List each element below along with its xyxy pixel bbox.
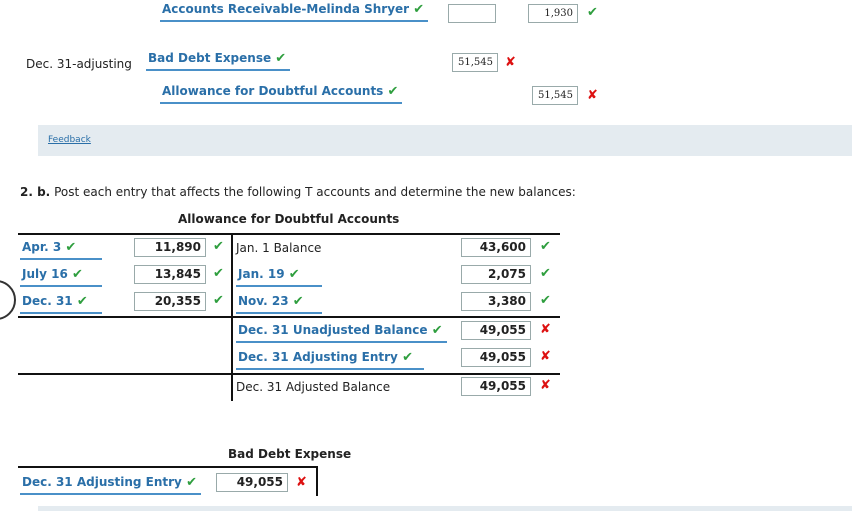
- t-allowance-credit-input[interactable]: 43,600: [461, 238, 531, 257]
- correct-check-icon: ✔: [587, 5, 598, 20]
- correct-check-icon: ✔: [275, 51, 287, 66]
- t-allowance-debit-input[interactable]: 20,355: [134, 292, 206, 311]
- t-allowance-title: Allowance for Doubtful Accounts: [178, 212, 400, 226]
- t-allowance-rule-1: [18, 316, 560, 318]
- correct-check-icon: ✔: [186, 475, 197, 490]
- t-allowance-adjusted-label: Dec. 31 Adjusted Balance: [236, 380, 391, 394]
- t-allowance-adjusting-select[interactable]: Dec. 31 Adjusting Entry ✔: [236, 350, 424, 370]
- t-allowance-debit-date-select[interactable]: Apr. 3 ✔: [20, 240, 102, 260]
- t-allowance-credit-input[interactable]: 2,075: [461, 265, 531, 284]
- correct-check-icon: ✔: [213, 266, 224, 281]
- incorrect-x-icon: ✘: [540, 349, 551, 364]
- ar-account-select[interactable]: Accounts Receivable-Melinda Shryer ✔: [160, 2, 428, 22]
- t-allowance-credit-date-select[interactable]: Nov. 23 ✔: [236, 294, 322, 314]
- bottom-panel-edge: [38, 506, 852, 511]
- t-allowance-top-rule: [18, 233, 560, 235]
- t-allowance-credit-label: Jan. 1 Balance: [236, 241, 322, 255]
- side-circle-control[interactable]: [0, 280, 16, 320]
- incorrect-x-icon: ✘: [296, 475, 307, 490]
- correct-check-icon: ✔: [387, 84, 399, 99]
- correct-check-icon: ✔: [76, 294, 88, 309]
- t-allowance-rule-2: [18, 373, 560, 375]
- t-bde-debit-input[interactable]: 49,055: [216, 473, 288, 492]
- feedback-link[interactable]: Feedback: [48, 135, 91, 145]
- correct-check-icon: ✔: [540, 239, 551, 254]
- adjusting-date-label: Dec. 31-adjusting: [26, 57, 132, 71]
- incorrect-x-icon: ✘: [540, 378, 551, 393]
- correct-check-icon: ✔: [213, 293, 224, 308]
- ar-credit-input[interactable]: 1,930: [528, 4, 578, 23]
- correct-check-icon: ✔: [72, 267, 83, 282]
- correct-check-icon: ✔: [213, 239, 224, 254]
- correct-check-icon: ✔: [65, 240, 77, 255]
- incorrect-x-icon: ✘: [587, 88, 598, 103]
- correct-check-icon: ✔: [413, 2, 425, 17]
- feedback-bar: [38, 125, 852, 156]
- t-allowance-debit-input[interactable]: 11,890: [134, 238, 206, 257]
- t-allowance-credit-date-select[interactable]: Jan. 19 ✔: [236, 267, 322, 287]
- t-allowance-debit-date-select[interactable]: Dec. 31 ✔: [20, 294, 102, 314]
- question-text: 2. b. Post each entry that affects the following T accounts and determine the new balances:: [20, 185, 576, 199]
- afda-credit-input[interactable]: 51,545: [532, 86, 578, 105]
- bde-debit-input[interactable]: 51,545: [452, 53, 498, 72]
- correct-check-icon: ✔: [292, 294, 304, 309]
- t-bde-debit-select[interactable]: Dec. 31 Adjusting Entry ✔: [20, 475, 201, 495]
- t-allowance-credit-input[interactable]: 49,055: [461, 377, 531, 396]
- incorrect-x-icon: ✘: [505, 55, 516, 70]
- t-bde-top-rule: [18, 466, 318, 468]
- t-allowance-debit-date-select[interactable]: July 16 ✔: [20, 267, 102, 287]
- t-bde-title: Bad Debt Expense: [228, 447, 352, 461]
- incorrect-x-icon: ✘: [540, 322, 551, 337]
- t-allowance-credit-input[interactable]: 3,380: [461, 292, 531, 311]
- t-allowance-credit-input[interactable]: 49,055: [461, 321, 531, 340]
- t-allowance-debit-input[interactable]: 13,845: [134, 265, 206, 284]
- ar-debit-input[interactable]: [448, 4, 496, 23]
- correct-check-icon: ✔: [431, 323, 443, 338]
- t-bde-divider: [316, 466, 318, 496]
- afda-account-select[interactable]: Allowance for Doubtful Accounts ✔: [160, 84, 402, 104]
- bde-account-select[interactable]: Bad Debt Expense ✔: [146, 51, 290, 71]
- correct-check-icon: ✔: [288, 267, 300, 282]
- correct-check-icon: ✔: [540, 293, 551, 308]
- t-allowance-credit-input[interactable]: 49,055: [461, 348, 531, 367]
- t-allowance-unadjusted-select[interactable]: Dec. 31 Unadjusted Balance ✔: [236, 323, 447, 343]
- correct-check-icon: ✔: [402, 350, 413, 365]
- correct-check-icon: ✔: [540, 266, 551, 281]
